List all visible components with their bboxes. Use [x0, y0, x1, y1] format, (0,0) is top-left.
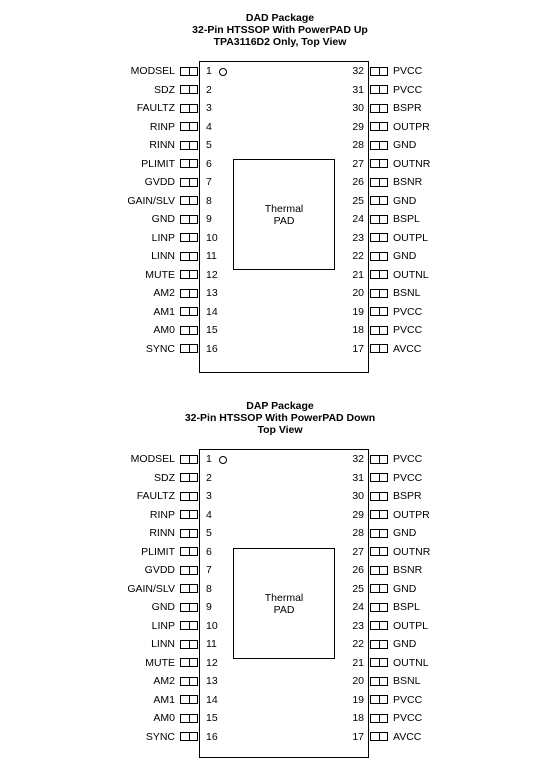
pin-number-left: 4 [206, 121, 212, 133]
pin-name-right: PVCC [393, 84, 423, 96]
pin-number-left: 3 [206, 490, 212, 502]
pin-number-right: 27 [352, 158, 364, 170]
pin-number-left: 9 [206, 601, 212, 613]
pin-name-right: PVCC [393, 65, 423, 77]
pin-lead-right [370, 178, 388, 187]
pin1-marker-icon [219, 68, 227, 76]
pin-lead-left [180, 104, 198, 113]
pin-number-left: 5 [206, 139, 212, 151]
pin-lead-right [370, 640, 388, 649]
pin-number-right: 30 [352, 490, 364, 502]
pin-name-left: GND [151, 213, 175, 225]
pin-name-left: LINN [151, 638, 175, 650]
pin-lead-left [180, 584, 198, 593]
pin-name-left: LINN [151, 250, 175, 262]
pin-number-right: 17 [352, 731, 364, 743]
pin-lead-right [370, 455, 388, 464]
pin-lead-right [370, 196, 388, 205]
pin-number-left: 12 [206, 657, 218, 669]
pin-name-right: PVCC [393, 324, 423, 336]
pin-name-left: MODSEL [130, 65, 175, 77]
pin-number-left: 11 [206, 638, 217, 650]
pin-number-right: 25 [352, 583, 364, 595]
pin-number-right: 26 [352, 564, 364, 576]
pin-number-left: 2 [206, 84, 212, 96]
pin-lead-right [370, 289, 388, 298]
pin-name-left: FAULTZ [136, 490, 175, 502]
pin-lead-right [370, 547, 388, 556]
pin-name-left: AM1 [153, 694, 175, 706]
pin-number-left: 15 [206, 712, 218, 724]
package-view-note: TPA3116D2 Only, Top View [213, 36, 347, 48]
pin-number-right: 29 [352, 121, 364, 133]
pin-name-right: OUTPR [393, 509, 430, 521]
pin-lead-right [370, 307, 388, 316]
pin-number-right: 22 [352, 638, 364, 650]
pin-number-left: 16 [206, 343, 218, 355]
package-diagram-dap [0, 388, 560, 768]
pin-name-right: AVCC [393, 731, 422, 743]
pin-name-right: BSNR [393, 564, 423, 576]
pin-name-right: GND [393, 139, 417, 151]
thermal-pad-label-line2: PAD [273, 214, 295, 227]
pin-number-right: 19 [352, 306, 364, 318]
pin-lead-left [180, 492, 198, 501]
pin-lead-left [180, 732, 198, 741]
pin-number-right: 31 [352, 472, 364, 484]
pin-number-left: 7 [206, 176, 212, 188]
pin-name-right: GND [393, 527, 417, 539]
pin-name-left: GVDD [144, 564, 175, 576]
pin-name-left: RINP [149, 509, 175, 521]
pin-lead-right [370, 85, 388, 94]
pin-number-left: 6 [206, 158, 212, 170]
pin-name-right: BSPR [393, 490, 422, 502]
pin-name-right: PVCC [393, 306, 423, 318]
pin-lead-right [370, 159, 388, 168]
package-subtitle: 32-Pin HTSSOP With PowerPAD Down [184, 412, 376, 424]
pin-name-left: GND [151, 601, 175, 613]
pin-number-left: 7 [206, 564, 212, 576]
pin-lead-left [180, 677, 198, 686]
thermal-pad-label-line1: Thermal [264, 202, 304, 215]
pin-name-right: OUTNL [393, 269, 429, 281]
pin-lead-right [370, 473, 388, 482]
pin-number-left: 10 [206, 620, 218, 632]
pin-lead-left [180, 196, 198, 205]
pin-name-right: PVCC [393, 472, 423, 484]
pin-lead-right [370, 215, 388, 224]
pin-name-right: OUTPL [393, 620, 429, 632]
pin-lead-left [180, 566, 198, 575]
pin-name-left: PLIMIT [141, 546, 175, 558]
pin-lead-left [180, 307, 198, 316]
pin-number-left: 10 [206, 232, 218, 244]
pin-lead-left [180, 547, 198, 556]
pin-lead-right [370, 122, 388, 131]
pin-lead-left [180, 455, 198, 464]
pin-name-right: OUTNL [393, 657, 429, 669]
pin-number-right: 20 [352, 287, 364, 299]
pin-name-right: BSPL [393, 601, 420, 613]
pin-name-right: GND [393, 195, 417, 207]
pin-name-left: MUTE [145, 269, 175, 281]
pin-name-right: AVCC [393, 343, 422, 355]
package-view-note: Top View [257, 424, 303, 436]
pin-number-left: 2 [206, 472, 212, 484]
pin-number-left: 13 [206, 675, 218, 687]
pin-lead-right [370, 732, 388, 741]
pin-name-left: GVDD [144, 176, 175, 188]
pin-name-right: OUTNR [393, 546, 431, 558]
pin-name-left: PLIMIT [141, 158, 175, 170]
pin-name-right: PVCC [393, 712, 423, 724]
pin-number-right: 26 [352, 176, 364, 188]
pin-lead-right [370, 603, 388, 612]
pin-name-right: OUTPR [393, 121, 430, 133]
pin-lead-right [370, 67, 388, 76]
pin-lead-right [370, 233, 388, 242]
pin-lead-right [370, 584, 388, 593]
pin-name-right: BSPR [393, 102, 422, 114]
package-title: DAD Package [245, 12, 315, 24]
pin-name-left: GAIN/SLV [127, 195, 175, 207]
pin-lead-right [370, 492, 388, 501]
pin-lead-left [180, 159, 198, 168]
pin-number-left: 4 [206, 509, 212, 521]
pin-number-left: 16 [206, 731, 218, 743]
pin-number-right: 23 [352, 620, 364, 632]
pin-name-right: BSNR [393, 176, 423, 188]
pin-name-left: SYNC [145, 731, 175, 743]
pin-lead-right [370, 326, 388, 335]
thermal-pad [233, 548, 335, 659]
pin-number-left: 15 [206, 324, 218, 336]
pin-number-right: 17 [352, 343, 364, 355]
pin-number-right: 31 [352, 84, 364, 96]
pin-lead-right [370, 695, 388, 704]
pin-number-left: 8 [206, 195, 212, 207]
pin-lead-right [370, 141, 388, 150]
pin-name-left: FAULTZ [136, 102, 175, 114]
pin-lead-left [180, 326, 198, 335]
thermal-pad-label-line2: PAD [273, 603, 295, 616]
pin-lead-right [370, 529, 388, 538]
pin-lead-left [180, 603, 198, 612]
pin-number-left: 8 [206, 583, 212, 595]
pin-lead-right [370, 252, 388, 261]
pin-number-right: 32 [352, 65, 364, 77]
pin-number-left: 12 [206, 269, 218, 281]
pin-name-right: OUTPL [393, 232, 429, 244]
package-title: DAP Package [246, 400, 314, 412]
pin-lead-right [370, 104, 388, 113]
pin-lead-left [180, 289, 198, 298]
pin-number-right: 32 [352, 453, 364, 465]
pin-lead-left [180, 122, 198, 131]
pin-lead-left [180, 233, 198, 242]
pin-name-right: PVCC [393, 453, 423, 465]
pin-lead-right [370, 658, 388, 667]
pin-lead-left [180, 344, 198, 353]
pin-number-left: 11 [206, 250, 217, 262]
pin-number-left: 1 [206, 65, 212, 77]
pin-name-right: BSPL [393, 213, 420, 225]
pin-number-right: 27 [352, 546, 364, 558]
pin-number-right: 18 [352, 712, 364, 724]
pin-lead-right [370, 621, 388, 630]
pin-number-right: 23 [352, 232, 364, 244]
pin-number-right: 29 [352, 509, 364, 521]
pin-lead-right [370, 677, 388, 686]
pin-lead-left [180, 473, 198, 482]
thermal-pad-label-line1: Thermal [264, 591, 304, 604]
pin-number-right: 21 [352, 269, 364, 281]
pin-number-right: 30 [352, 102, 364, 114]
pin-name-left: RINN [149, 527, 175, 539]
pin-name-left: SYNC [145, 343, 175, 355]
pin-lead-right [370, 566, 388, 575]
pin1-marker-icon [219, 456, 227, 464]
pin-lead-left [180, 85, 198, 94]
pin-lead-left [180, 270, 198, 279]
pin-number-left: 9 [206, 213, 212, 225]
pin-number-left: 14 [206, 694, 218, 706]
pin-number-right: 21 [352, 657, 364, 669]
pin-name-left: AM0 [153, 712, 175, 724]
ic-body [199, 61, 369, 373]
pin-number-right: 28 [352, 139, 364, 151]
pin-number-left: 1 [206, 453, 212, 465]
pin-lead-left [180, 621, 198, 630]
thermal-pad [233, 159, 335, 270]
pin-name-right: BSNL [393, 287, 421, 299]
pin-lead-left [180, 658, 198, 667]
pin-number-right: 19 [352, 694, 364, 706]
pin-lead-left [180, 510, 198, 519]
pin-name-left: LINP [151, 620, 175, 632]
pin-number-right: 20 [352, 675, 364, 687]
pin-number-left: 14 [206, 306, 218, 318]
pin-lead-left [180, 695, 198, 704]
pin-name-left: AM2 [153, 287, 175, 299]
pin-lead-left [180, 714, 198, 723]
pin-name-left: AM2 [153, 675, 175, 687]
pin-lead-right [370, 714, 388, 723]
pin-lead-left [180, 67, 198, 76]
pin-lead-right [370, 344, 388, 353]
pin-lead-left [180, 252, 198, 261]
ic-body [199, 449, 369, 758]
pin-name-left: LINP [151, 232, 175, 244]
pin-number-right: 18 [352, 324, 364, 336]
pin-number-right: 25 [352, 195, 364, 207]
pin-name-left: AM1 [153, 306, 175, 318]
pin-number-left: 6 [206, 546, 212, 558]
pin-number-right: 28 [352, 527, 364, 539]
pin-lead-right [370, 270, 388, 279]
pin-name-left: RINN [149, 139, 175, 151]
pin-number-right: 24 [352, 213, 364, 225]
pin-lead-left [180, 640, 198, 649]
pin-number-left: 3 [206, 102, 212, 114]
pin-name-left: MUTE [145, 657, 175, 669]
package-subtitle: 32-Pin HTSSOP With PowerPAD Up [192, 24, 368, 36]
pin-lead-left [180, 529, 198, 538]
pin-name-right: GND [393, 638, 417, 650]
pin-number-left: 13 [206, 287, 218, 299]
pin-lead-left [180, 215, 198, 224]
pin-number-right: 24 [352, 601, 364, 613]
pin-name-right: GND [393, 583, 417, 595]
pin-number-left: 5 [206, 527, 212, 539]
pin-name-right: PVCC [393, 694, 423, 706]
pin-name-right: BSNL [393, 675, 421, 687]
pin-name-left: SDZ [154, 472, 175, 484]
pin-lead-right [370, 510, 388, 519]
pin-number-right: 22 [352, 250, 364, 262]
pin-lead-left [180, 178, 198, 187]
pin-lead-left [180, 141, 198, 150]
pin-name-left: GAIN/SLV [127, 583, 175, 595]
pin-name-right: OUTNR [393, 158, 431, 170]
pin-name-left: RINP [149, 121, 175, 133]
pin-name-left: MODSEL [130, 453, 175, 465]
pin-name-left: SDZ [154, 84, 175, 96]
pin-name-right: GND [393, 250, 417, 262]
pin-name-left: AM0 [153, 324, 175, 336]
